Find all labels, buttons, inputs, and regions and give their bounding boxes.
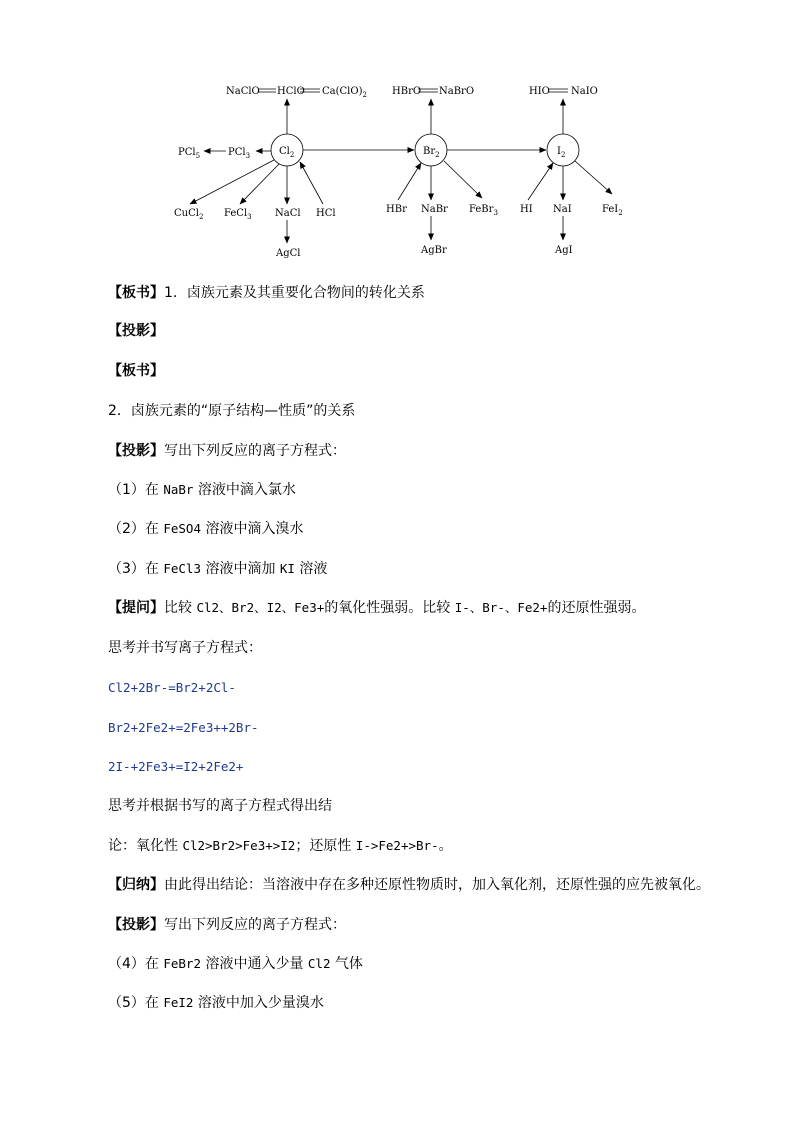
agcl-label: AgCl <box>276 248 301 259</box>
question-item: （4）在 FeBr2 溶液中通入少量 Cl2 气体 <box>108 956 363 972</box>
question-item: （1）在 NaBr 溶液中滴入氯水 <box>108 482 296 498</box>
nacl-label: NaCl <box>275 208 301 219</box>
nabro-label: NaBrO <box>439 86 475 97</box>
section-heading: 2．卤族元素的“原子结构—性质”的关系 <box>108 403 356 419</box>
question-item: （5）在 FeI2 溶液中加入少量溴水 <box>108 995 324 1011</box>
hcl-label: HCl <box>316 208 336 219</box>
br2-label: $Br_2$ <box>423 146 440 159</box>
ionic-equation: Br2+2Fe2+=2Fe3++2Br- <box>108 720 259 735</box>
hio-label: HIO <box>529 86 550 97</box>
halogen-conversion-diagram <box>0 0 794 270</box>
pcl3-label: PCl$_3$ <box>228 147 251 160</box>
hi-label: HI <box>520 204 533 215</box>
nabr-label: NaBr <box>421 204 448 215</box>
hclo-label: HClO <box>277 86 305 97</box>
febr3-label: FeBr$_3$ <box>469 204 498 217</box>
i2-label: $I_2$ <box>557 146 566 159</box>
naio-label: NaIO <box>571 86 598 97</box>
conclusion-text: 思考并根据书写的离子方程式得出结 <box>108 798 332 814</box>
projection-task: 【投影】写出下列反应的离子方程式： <box>108 917 346 933</box>
pcl5-label: PCl$_5$ <box>178 147 201 160</box>
hbr-label: HBr <box>386 204 407 215</box>
equilibrium-arrow <box>548 89 568 92</box>
instruction-text: 思考并书写离子方程式： <box>108 640 262 656</box>
board-note-1: 【板书】1．卤族元素及其重要化合物间的转化关系 <box>108 285 425 301</box>
question-item: （2）在 FeSO4 溶液中滴入溴水 <box>108 521 304 537</box>
naclo-label: NaClO <box>226 86 260 97</box>
cl2-label: $Cl_2$ <box>279 146 295 159</box>
agbr-label: AgBr <box>421 245 447 256</box>
reaction-arrows <box>190 99 612 243</box>
hbro-label: HBrO <box>392 86 422 97</box>
i2-node <box>547 134 579 166</box>
fei2-label: FeI$_2$ <box>602 204 623 217</box>
fecl3-label: FeCl$_3$ <box>224 208 252 221</box>
summary-note: 【归纳】由此得出结论：当溶液中存在多种还原性物质时，加入氧化剂，还原性强的应先被氧化。 <box>108 877 710 893</box>
projection-note: 【投影】 <box>108 323 164 339</box>
agi-label: AgI <box>555 245 573 256</box>
question-prompt: 【提问】比较 Cl2、Br2、I2、Fe3+的氧化性强弱。比较 I-、Br-、Fe2+的还原性强弱。 <box>108 600 646 616</box>
nai-label: NaI <box>553 204 572 215</box>
board-note-2: 【板书】 <box>108 363 164 379</box>
conclusion-text: 论：氧化性 Cl2>Br2>Fe3+>I2；还原性 I->Fe2+>Br-。 <box>108 838 453 854</box>
projection-task: 【投影】写出下列反应的离子方程式： <box>108 443 346 459</box>
question-item: （3）在 FeCl3 溶液中滴加 KI 溶液 <box>108 561 328 577</box>
ionic-equation: Cl2+2Br-=Br2+2Cl- <box>108 680 236 695</box>
caclo2-label: $Ca(ClO)_2$ <box>322 86 367 99</box>
ionic-equation: 2I-+2Fe3+=I2+2Fe2+ <box>108 759 244 774</box>
cucl2-label: CuCl$_2$ <box>174 208 204 221</box>
